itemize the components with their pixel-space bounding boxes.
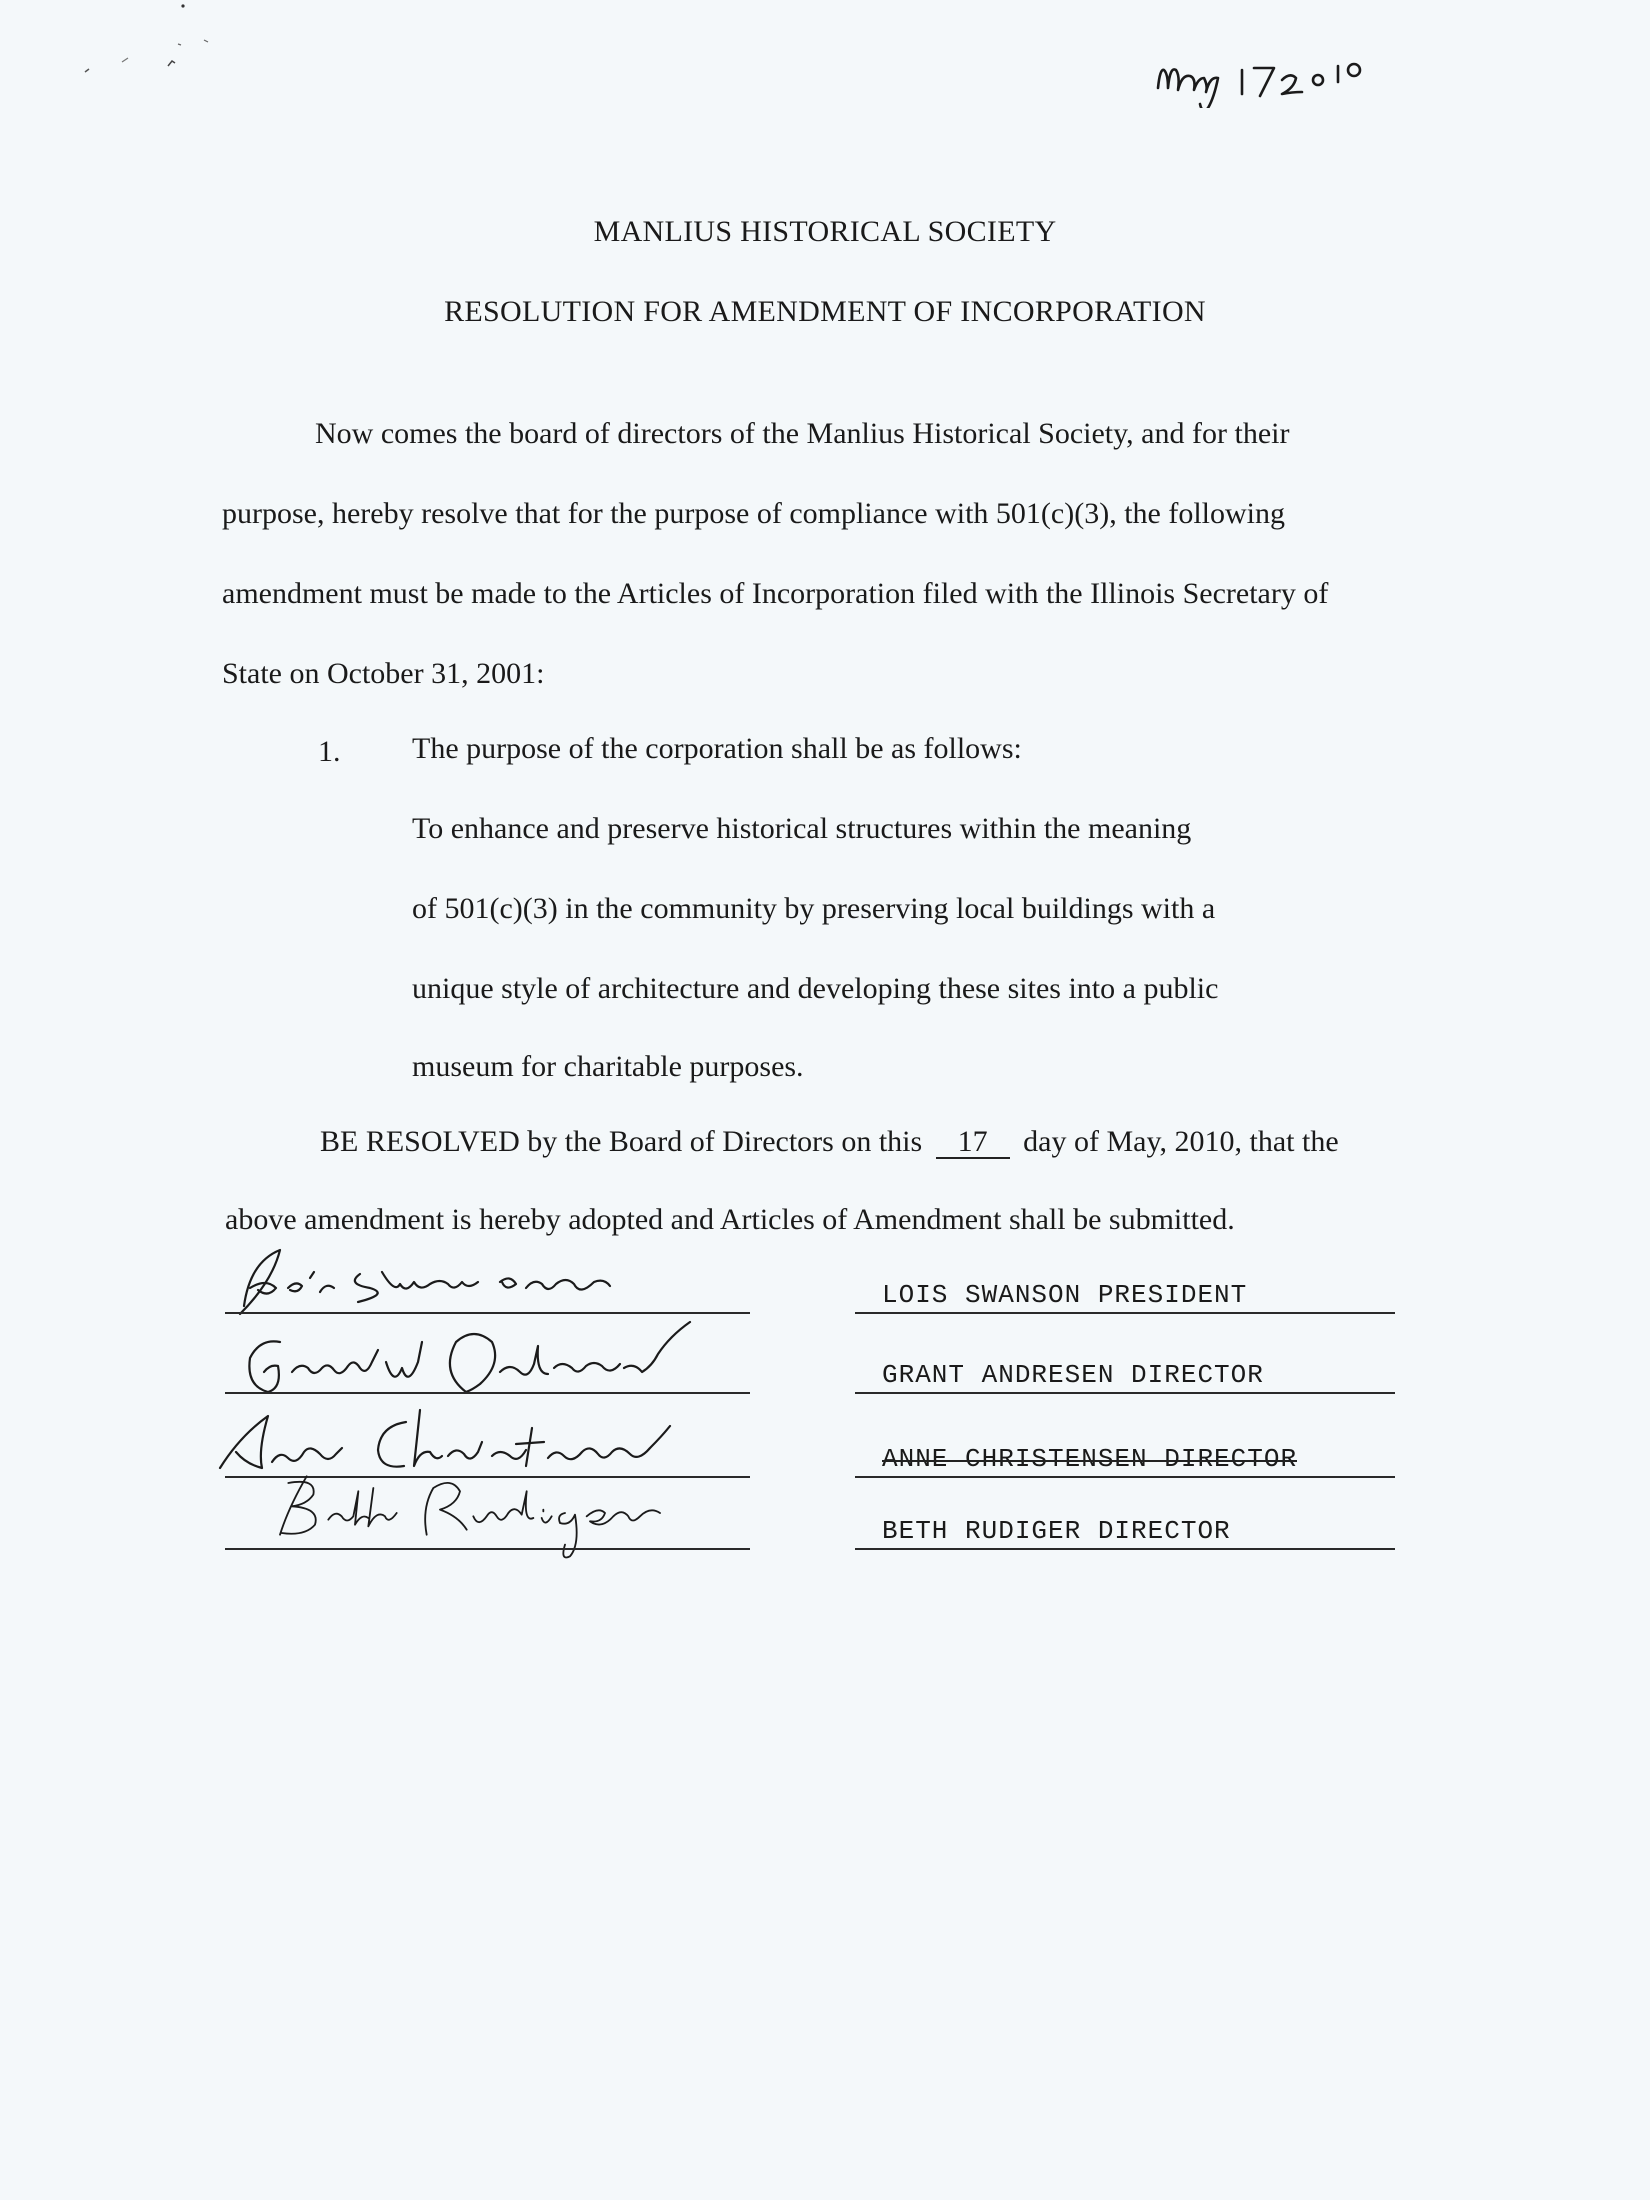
printed-name-line <box>855 1312 1395 1314</box>
body-line-3: amendment must be made to the Articles of Incorporation filed with the Illinois Secretary of <box>222 577 1329 610</box>
printed-name-anne-christensen <box>882 1444 1297 1474</box>
resolved-day: 17 <box>936 1127 1010 1159</box>
resolved-line-2: above amendment is hereby adopted and Articles of Amendment shall be submitted. <box>225 1203 1235 1236</box>
organization-title: MANLIUS HISTORICAL SOCIETY <box>593 215 1057 248</box>
printed-name-line <box>855 1548 1395 1550</box>
signature-line <box>225 1548 750 1550</box>
body-line-4: State on October 31, 2001: <box>222 657 545 690</box>
body-line-2: purpose, hereby resolve that for the purpose of compliance with 501(c)(3), the following <box>222 497 1286 530</box>
printed-name-line <box>855 1392 1395 1394</box>
printed-name-beth-rudiger: BETH RUDIGER DIRECTOR <box>882 1516 1231 1546</box>
strike-through-line <box>882 1460 1297 1462</box>
item-line-2: of 501(c)(3) in the community by preserving local buildings with a <box>412 892 1216 925</box>
handwritten-date <box>1150 48 1430 108</box>
document-title: RESOLUTION FOR AMENDMENT OF INCORPORATION <box>444 295 1206 328</box>
signature-row <box>0 1322 1650 1394</box>
item-line-1: To enhance and preserve historical structures within the meaning <box>412 812 1192 845</box>
printed-name-lois-swanson: LOIS SWANSON PRESIDENT <box>882 1280 1248 1310</box>
body-line-1: Now comes the board of directors of the Manlius Historical Society, and for their <box>315 417 1290 450</box>
item-line-3: unique style of architecture and developing these sites into a public <box>412 972 1219 1005</box>
signature-beth-rudiger <box>210 1458 750 1558</box>
scan-specks <box>80 0 230 80</box>
resolved-line-1 <box>320 1125 1339 1159</box>
resolved-after: day of May, 2010, that the <box>1023 1125 1339 1158</box>
printed-name-anne-christensen-text: ANNE CHRISTENSEN DIRECTOR <box>882 1444 1298 1474</box>
item-number: 1. <box>318 735 341 768</box>
resolved-before: BE RESOLVED by the Board of Directors on this <box>320 1125 923 1158</box>
item-line-4: museum for charitable purposes. <box>412 1050 804 1083</box>
printed-name-grant-andresen: GRANT ANDRESEN DIRECTOR <box>882 1360 1264 1390</box>
signature-row <box>0 1478 1650 1550</box>
item-heading: The purpose of the corporation shall be as follows: <box>412 732 1022 765</box>
